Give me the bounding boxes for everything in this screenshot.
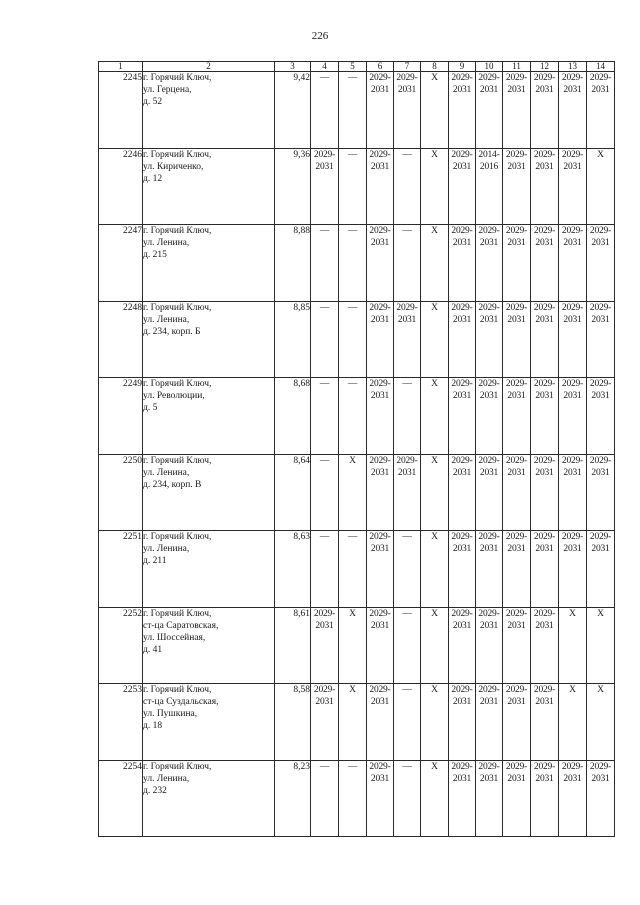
period-value: 2029- 2031	[561, 379, 584, 401]
row-number: 2251	[99, 531, 143, 608]
period-value: —	[319, 379, 330, 389]
period-value: 2029- 2031	[478, 761, 500, 784]
table-row	[99, 148, 615, 225]
period-cell-14	[587, 760, 615, 837]
period-value: 2029- 2031	[533, 455, 556, 478]
period-value: X	[597, 608, 604, 619]
row-number: 2252	[99, 607, 143, 684]
period-cell-12	[531, 225, 559, 302]
period-value: X	[431, 379, 438, 389]
column-header-11: 11	[503, 62, 531, 72]
period-cell-7	[394, 225, 421, 302]
period-cell-11	[503, 760, 531, 837]
period-value: 2029- 2031	[589, 455, 612, 478]
period-value: 2029- 2031	[533, 149, 556, 172]
value-cell: 8,88	[275, 225, 311, 302]
table-row	[99, 607, 615, 684]
address-cell: г. Горячий Ключ, ул. Ленина, д. 211	[143, 531, 275, 608]
row-number: 2247	[99, 225, 143, 302]
period-cell-10	[476, 760, 503, 837]
period-value: —	[319, 302, 330, 313]
value-cell: 9,36	[275, 148, 311, 225]
period-cell-9	[449, 72, 476, 149]
row-number: 2253	[99, 684, 143, 761]
period-value: 2029- 2031	[451, 761, 473, 784]
period-cell-7	[394, 684, 421, 761]
column-header-3: 3	[275, 62, 311, 72]
table-row	[99, 760, 615, 837]
period-cell-7	[394, 148, 421, 225]
period-cell-11	[503, 301, 531, 378]
period-value: 2029- 2031	[505, 761, 528, 784]
period-cell-6	[367, 225, 394, 302]
table-row	[99, 72, 615, 149]
period-cell-5	[339, 607, 367, 684]
period-cell-14	[587, 225, 615, 302]
period-cell-13	[559, 760, 587, 837]
period-value: X	[569, 685, 576, 695]
period-value: 2029- 2031	[478, 685, 500, 707]
period-cell-8	[421, 378, 449, 455]
period-cell-14	[587, 301, 615, 378]
table-row	[99, 684, 615, 761]
table-row	[99, 378, 615, 455]
column-header-7: 7	[394, 62, 421, 72]
address-cell: г. Горячий Ключ, ул. Ленина, д. 215	[143, 225, 275, 302]
period-cell-13	[559, 684, 587, 761]
period-value: —	[319, 761, 330, 772]
period-value: 2029- 2031	[561, 302, 584, 325]
period-value: 2029- 2031	[561, 73, 584, 95]
period-cell-9	[449, 301, 476, 378]
period-value: X	[431, 73, 438, 83]
row-number: 2246	[99, 148, 143, 225]
period-value: 2029- 2031	[533, 379, 556, 401]
column-header-6: 6	[367, 62, 394, 72]
period-cell-14	[587, 684, 615, 761]
period-cell-11	[503, 684, 531, 761]
table-body	[99, 72, 615, 837]
period-value: X	[431, 608, 438, 619]
period-cell-12	[531, 531, 559, 608]
column-header-4: 4	[311, 62, 339, 72]
period-cell-4	[311, 531, 339, 608]
address-cell: г. Горячий Ключ, ст-ца Суздальская, ул. Пушкина, д. 18	[143, 684, 275, 761]
column-header-10: 10	[476, 62, 503, 72]
address-cell: г. Горячий Ключ, ул. Революции, д. 5	[143, 378, 275, 455]
period-value: 2029- 2031	[478, 608, 500, 631]
value-cell: 8,64	[275, 454, 311, 531]
period-value: 2029- 2031	[369, 761, 391, 784]
value-cell: 9,42	[275, 72, 311, 149]
period-cell-6	[367, 148, 394, 225]
period-cell-14	[587, 148, 615, 225]
period-value: 2029- 2031	[505, 73, 528, 95]
period-value: 2029- 2031	[533, 73, 556, 95]
period-cell-14	[587, 72, 615, 149]
period-value: 2029- 2031	[451, 455, 473, 478]
period-cell-5	[339, 148, 367, 225]
period-cell-4	[311, 148, 339, 225]
period-cell-7	[394, 454, 421, 531]
period-cell-4	[311, 72, 339, 149]
period-value: 2029- 2031	[589, 532, 612, 554]
period-cell-12	[531, 378, 559, 455]
period-cell-5	[339, 72, 367, 149]
period-value: X	[597, 685, 604, 695]
period-cell-13	[559, 531, 587, 608]
period-value: 2029- 2031	[478, 73, 500, 95]
period-cell-11	[503, 531, 531, 608]
period-value: 2029- 2031	[369, 532, 391, 554]
row-number: 2248	[99, 301, 143, 378]
period-cell-9	[449, 378, 476, 455]
period-cell-9	[449, 607, 476, 684]
period-cell-12	[531, 148, 559, 225]
address-cell: г. Горячий Ключ, ул. Ленина, д. 234, корп. Б	[143, 301, 275, 378]
period-cell-6	[367, 301, 394, 378]
period-value: X	[349, 685, 356, 695]
address-cell: г. Горячий Ключ, ул. Ленина, д. 232	[143, 760, 275, 837]
period-cell-12	[531, 760, 559, 837]
period-value: 2029- 2031	[451, 73, 473, 95]
value-cell: 8,23	[275, 760, 311, 837]
period-cell-6	[367, 531, 394, 608]
value-cell: 8,61	[275, 607, 311, 684]
period-cell-9	[449, 225, 476, 302]
period-value: 2029- 2031	[505, 226, 528, 248]
period-value: —	[347, 379, 358, 389]
period-cell-8	[421, 531, 449, 608]
table-row	[99, 531, 615, 608]
period-cell-9	[449, 454, 476, 531]
period-value: X	[597, 149, 604, 160]
address-cell: г. Горячий Ключ, ул. Кириченко, д. 12	[143, 148, 275, 225]
period-value: X	[431, 302, 438, 313]
period-value: 2029- 2031	[589, 379, 612, 401]
period-cell-11	[503, 148, 531, 225]
period-value: 2029- 2031	[478, 532, 500, 554]
period-cell-4	[311, 607, 339, 684]
column-header-13: 13	[559, 62, 587, 72]
page-number: 226	[311, 30, 329, 42]
period-cell-14	[587, 378, 615, 455]
period-value: 2029- 2031	[313, 149, 336, 172]
period-cell-10	[476, 72, 503, 149]
period-cell-10	[476, 607, 503, 684]
period-value: 2029- 2031	[505, 685, 528, 707]
period-value: —	[402, 149, 412, 160]
period-cell-6	[367, 760, 394, 837]
period-cell-5	[339, 454, 367, 531]
column-header-12: 12	[531, 62, 559, 72]
period-cell-13	[559, 378, 587, 455]
period-cell-4	[311, 225, 339, 302]
period-cell-8	[421, 760, 449, 837]
period-cell-7	[394, 760, 421, 837]
period-value: 2029- 2031	[505, 302, 528, 325]
row-number: 2254	[99, 760, 143, 837]
period-value: X	[569, 608, 576, 619]
table-row	[99, 454, 615, 531]
period-cell-13	[559, 72, 587, 149]
period-value: 2029- 2031	[451, 302, 473, 325]
period-value: 2029- 2031	[369, 73, 391, 95]
period-value: 2029- 2031	[589, 302, 612, 325]
period-value: —	[319, 455, 330, 466]
period-value: 2029- 2031	[589, 761, 612, 784]
period-value: 2029- 2031	[533, 761, 556, 784]
period-cell-11	[503, 225, 531, 302]
column-header-8: 8	[421, 62, 449, 72]
row-number: 2249	[99, 378, 143, 455]
period-cell-8	[421, 607, 449, 684]
period-cell-10	[476, 225, 503, 302]
period-value: 2029- 2031	[369, 149, 391, 172]
period-value: 2029- 2031	[561, 149, 584, 172]
period-value: —	[319, 532, 330, 542]
period-value: —	[347, 73, 358, 83]
period-cell-4	[311, 684, 339, 761]
period-cell-7	[394, 72, 421, 149]
period-cell-9	[449, 148, 476, 225]
period-cell-7	[394, 378, 421, 455]
value-cell: 8,85	[275, 301, 311, 378]
period-cell-6	[367, 684, 394, 761]
period-value: 2029- 2031	[451, 532, 473, 554]
period-cell-13	[559, 607, 587, 684]
period-value: 2029- 2031	[505, 149, 528, 172]
period-value: 2029- 2031	[396, 302, 418, 325]
period-value: 2029- 2031	[478, 302, 500, 325]
period-value: 2029- 2031	[451, 226, 473, 248]
period-value: 2029- 2031	[561, 455, 584, 478]
period-value: 2029- 2031	[369, 226, 391, 248]
period-cell-8	[421, 72, 449, 149]
period-cell-9	[449, 760, 476, 837]
period-value: 2029- 2031	[396, 73, 418, 95]
period-value: 2029- 2031	[451, 608, 473, 631]
period-cell-13	[559, 148, 587, 225]
period-value: 2029- 2031	[369, 608, 391, 631]
period-value: X	[431, 455, 438, 466]
column-header-9: 9	[449, 62, 476, 72]
period-value: 2029- 2031	[313, 685, 336, 707]
period-value: 2029- 2031	[369, 455, 391, 478]
period-value: 2029- 2031	[533, 608, 556, 631]
row-number: 2250	[99, 454, 143, 531]
period-value: —	[347, 149, 358, 160]
period-value: —	[402, 608, 412, 619]
value-cell: 8,58	[275, 684, 311, 761]
period-value: X	[431, 149, 438, 160]
row-number: 2245	[99, 72, 143, 149]
period-value: 2029- 2031	[369, 379, 391, 401]
period-cell-11	[503, 378, 531, 455]
address-cell: г. Горячий Ключ, ст-ца Саратовская, ул. Шоссейная, д. 41	[143, 607, 275, 684]
period-cell-14	[587, 531, 615, 608]
period-value: 2029- 2031	[478, 379, 500, 401]
period-value: 2029- 2031	[451, 685, 473, 707]
period-cell-5	[339, 301, 367, 378]
period-cell-4	[311, 454, 339, 531]
period-value: 2029- 2031	[561, 761, 584, 784]
period-value: X	[431, 532, 438, 542]
period-value: —	[402, 532, 412, 542]
period-value: 2029- 2031	[478, 226, 500, 248]
period-cell-5	[339, 760, 367, 837]
period-value: —	[347, 226, 358, 236]
period-cell-6	[367, 454, 394, 531]
period-value: 2029- 2031	[313, 608, 336, 631]
period-value: 2029- 2031	[505, 608, 528, 631]
period-cell-5	[339, 531, 367, 608]
period-cell-13	[559, 301, 587, 378]
period-cell-8	[421, 301, 449, 378]
period-value: 2029- 2031	[451, 379, 473, 401]
table-row	[99, 225, 615, 302]
period-cell-13	[559, 454, 587, 531]
period-cell-8	[421, 225, 449, 302]
table-row	[99, 301, 615, 378]
period-cell-11	[503, 454, 531, 531]
period-value: X	[431, 226, 438, 236]
period-cell-12	[531, 684, 559, 761]
period-value: 2029- 2031	[533, 226, 556, 248]
period-value: 2029- 2031	[533, 532, 556, 554]
column-header-2: 2	[143, 62, 275, 72]
period-value: 2029- 2031	[561, 532, 584, 554]
period-cell-11	[503, 72, 531, 149]
period-cell-8	[421, 684, 449, 761]
period-value: —	[347, 302, 358, 313]
period-cell-6	[367, 607, 394, 684]
period-cell-10	[476, 684, 503, 761]
period-cell-6	[367, 72, 394, 149]
period-value: X	[349, 455, 356, 466]
address-cell: г. Горячий Ключ, ул. Герцена, д. 52	[143, 72, 275, 149]
period-cell-14	[587, 454, 615, 531]
period-value: 2029- 2031	[505, 532, 528, 554]
period-value: X	[431, 685, 438, 695]
period-cell-7	[394, 301, 421, 378]
period-cell-4	[311, 301, 339, 378]
period-cell-6	[367, 378, 394, 455]
period-cell-11	[503, 607, 531, 684]
period-cell-5	[339, 225, 367, 302]
value-cell: 8,68	[275, 378, 311, 455]
period-value: 2029- 2031	[533, 685, 556, 707]
period-value: 2029- 2031	[369, 685, 391, 707]
period-cell-12	[531, 454, 559, 531]
period-value: —	[347, 761, 358, 772]
period-cell-8	[421, 454, 449, 531]
period-value: 2029- 2031	[396, 455, 418, 478]
period-cell-4	[311, 760, 339, 837]
period-value: 2029- 2031	[533, 302, 556, 325]
address-cell: г. Горячий Ключ, ул. Ленина, д. 234, корп. В	[143, 454, 275, 531]
period-cell-7	[394, 607, 421, 684]
period-cell-5	[339, 378, 367, 455]
period-value: —	[402, 685, 412, 695]
period-value: 2029- 2031	[589, 226, 612, 248]
period-value: 2014- 2016	[478, 149, 500, 172]
column-header-5: 5	[339, 62, 367, 72]
period-value: 2029- 2031	[451, 149, 473, 172]
period-cell-12	[531, 607, 559, 684]
period-cell-10	[476, 301, 503, 378]
period-value: X	[431, 761, 438, 772]
period-value: —	[402, 379, 412, 389]
value-cell: 8,63	[275, 531, 311, 608]
register-table	[98, 61, 615, 837]
period-cell-5	[339, 684, 367, 761]
period-cell-14	[587, 607, 615, 684]
period-value: 2029- 2031	[561, 226, 584, 248]
period-cell-9	[449, 684, 476, 761]
period-value: —	[319, 73, 330, 83]
period-cell-12	[531, 301, 559, 378]
period-cell-9	[449, 531, 476, 608]
period-value: 2029- 2031	[505, 455, 528, 478]
period-cell-13	[559, 225, 587, 302]
header-row	[99, 62, 615, 72]
period-cell-10	[476, 378, 503, 455]
period-cell-12	[531, 72, 559, 149]
period-cell-10	[476, 531, 503, 608]
period-cell-10	[476, 148, 503, 225]
period-cell-10	[476, 454, 503, 531]
period-cell-7	[394, 531, 421, 608]
period-value: 2029- 2031	[589, 73, 612, 95]
column-header-1: 1	[99, 62, 143, 72]
period-value: 2029- 2031	[369, 302, 391, 325]
period-value: 2029- 2031	[505, 379, 528, 401]
column-header-14: 14	[587, 62, 615, 72]
period-value: —	[402, 761, 412, 772]
period-cell-4	[311, 378, 339, 455]
period-value: —	[402, 226, 412, 236]
period-value: 2029- 2031	[478, 455, 500, 478]
period-value: X	[349, 608, 356, 619]
period-cell-8	[421, 148, 449, 225]
period-value: —	[319, 226, 330, 236]
period-value: —	[347, 532, 358, 542]
